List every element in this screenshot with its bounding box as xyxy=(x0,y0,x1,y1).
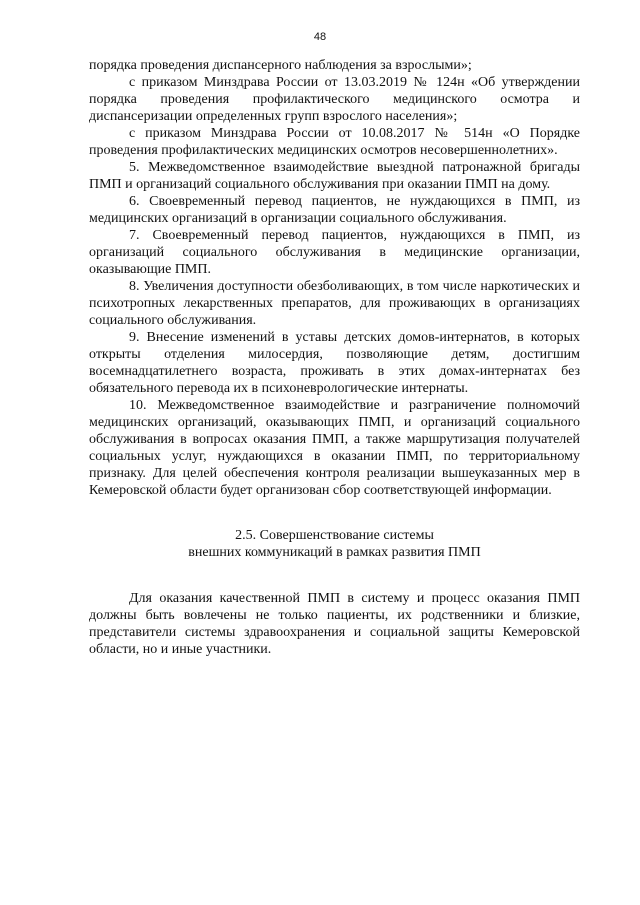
paragraph-order-514n: с приказом Минздрава России от 10.08.2017 № 514н «О Порядке проведения профилактических медицинских осмотров несовершеннолетних». xyxy=(89,126,580,158)
page-content xyxy=(89,57,580,658)
paragraph-item-5: 5. Межведомственное взаимодействие выездной патронажной бригады ПМП и организаций социального обслуживания при оказании ПМП на дому. xyxy=(89,160,580,192)
section-heading-line-2: внешних коммуникаций в рамках развития ПМП xyxy=(188,545,481,560)
paragraph-item-9: 9. Внесение изменений в уставы детских домов-интернатов, в которых открыты отделения милосердия, позволяющие детям, достигшим восемнадцатилетнего возраста, проживать в этих домах-интернатах без обязательного перевода их в психоневрологические интернаты. xyxy=(89,330,580,396)
section-heading xyxy=(89,527,580,561)
paragraph-section-body: Для оказания качественной ПМП в систему и процесс оказания ПМП должны быть вовлечены не только пациенты, их родственники и близкие, представители системы здравоохранения и социальной защиты Кемеровской области, но и иные участники. xyxy=(89,591,580,657)
section-heading-line-1: 2.5. Совершенствование системы xyxy=(235,528,434,543)
paragraph-item-7: 7. Своевременный перевод пациентов, нуждающихся в ПМП, из организаций социального обслуживания в медицинские организации, оказывающие ПМП. xyxy=(89,228,580,277)
paragraph-item-6: 6. Своевременный перевод пациентов, не нуждающихся в ПМП, из медицинских организаций в организации социального обслуживания. xyxy=(89,194,580,226)
paragraph-item-10: 10. Межведомственное взаимодействие и разграничение полномочий медицинских организаций, оказывающих ПМП, и организаций социального обслуживания в вопросах оказания ПМП, а также маршрутизация получателей социальных услуг, нуждающихся в оказании ПМП, по территориальному признаку. Для целей обеспечения контроля реализации вышеуказанных мер в Кемеровской области будет организован сбор соответствующей информации. xyxy=(89,398,580,498)
paragraph-continuation: порядка проведения диспансерного наблюдения за взрослыми»; xyxy=(89,58,472,73)
page-number: 48 xyxy=(313,31,327,43)
paragraph-item-8: 8. Увеличения доступности обезболивающих, в том числе наркотических и психотропных лекарственных препаратов, для проживающих в организациях социального обслуживания. xyxy=(89,279,580,328)
paragraph-order-124n: с приказом Минздрава России от 13.03.2019 № 124н «Об утверждении порядка проведения профилактического медицинского осмотра и диспансеризации определенных групп взрослого населения»; xyxy=(89,75,580,124)
